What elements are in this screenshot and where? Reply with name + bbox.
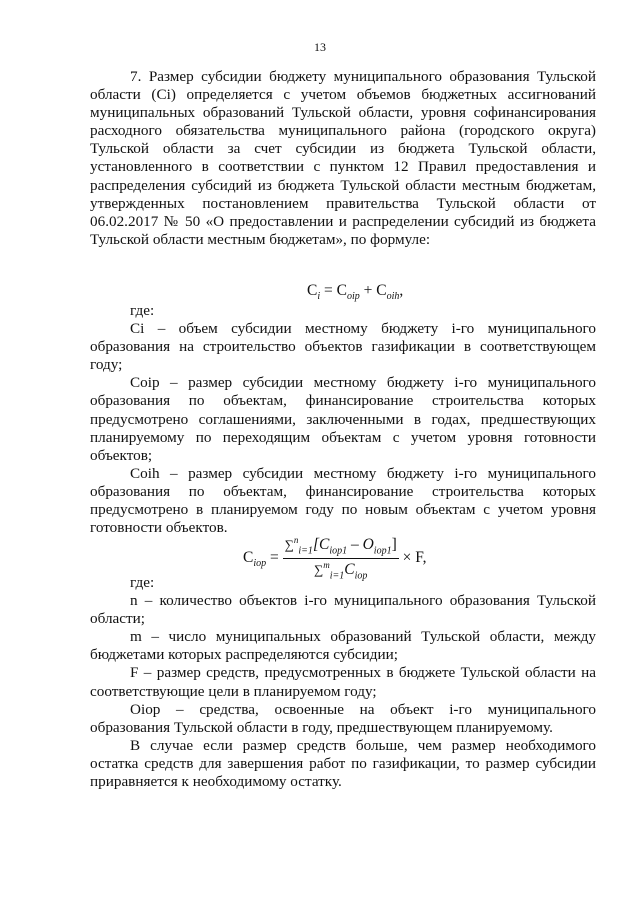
paragraph-7: 7. Размер субсидии бюджету муниципального образования Тульской области (Сi) определяется с учетом объемов бюджетных ассигнований муниципальных образований Тульской области, уровня софинансирования расходного обязательства муниципального района (городского округа) Тульской области за счет субсидии из бюджета Тульской области, установленного в соответствии с пунктом 12 Правил предоставления и распределения субсидий из бюджета Тульской области местным бюджетам, утвержденных постановлением правительства Тульской области от 06.02.2017 № 50 «О предоставлении и распределении субсидий из бюджета Тульской области местным бюджетам», по формуле: (90, 68, 596, 248)
where-label-1: где: (130, 302, 155, 319)
formula-ciop: $С_{iop}$ = $\frac{\sum^n_{i=1}[C_{iop1} - O_{iop1}]}{\sum^m_{i=1}C_{iop}}$ × F, (243, 535, 427, 582)
definition-coip: Сoip – размер субсидии местному бюджету i-го муниципального образования по объектам, финансирование строительства которых предусмотрено соглашениями, заключенными в годах, предшествующих планируемому по переходящим объектам с учетом уровня готовности объектов; (90, 374, 596, 464)
definition-coih: Сoih – размер субсидии местному бюджету i-го муниципального образования по объектам, финансирование строительства которых предусмотрено в планируемом году по новым объектам с учетом уровня готовности объектов. (90, 464, 596, 537)
where-label-2: где: (130, 574, 155, 591)
closing-paragraph: В случае если размер средств больше, чем размер необходимого остатка средств для завершения работ по газификации, то размер субсидии приравняется к необходимому остатку. (90, 736, 596, 791)
definition-f: F – размер средств, предусмотренных в бюджете Тульской области на соответствующие цели в планируемом году; (90, 664, 596, 700)
fraction-numerator: $\sum^n_{i=1}[C_{iop1} - O_{iop1}]$ (283, 535, 399, 559)
definitions-block-1 (90, 302, 596, 537)
definition-ci: Сi – объем субсидии местному бюджету i-го муниципального образования на строительство объектов газификации в соответствующем году; (90, 320, 596, 374)
formula-ci: $С_i = С_{oip} + С_{oih}$, (307, 282, 404, 303)
document-body (90, 68, 596, 249)
definition-n: n – количество объектов i-го муниципального образования Тульской области; (90, 592, 596, 628)
definition-m: m – число муниципальных образований Тульской области, между бюджетами которых распределяются субсидии; (90, 628, 596, 664)
definitions-block-2 (90, 574, 596, 791)
page-number: 13 (314, 40, 326, 54)
definition-oiop: Oiop – средства, освоенные на объект i-го муниципального образования Тульской области в году, предшествующем планируемому. (90, 700, 596, 736)
fraction-denominator: $\sum^m_{i=1}C_{iop}$ (313, 560, 368, 582)
